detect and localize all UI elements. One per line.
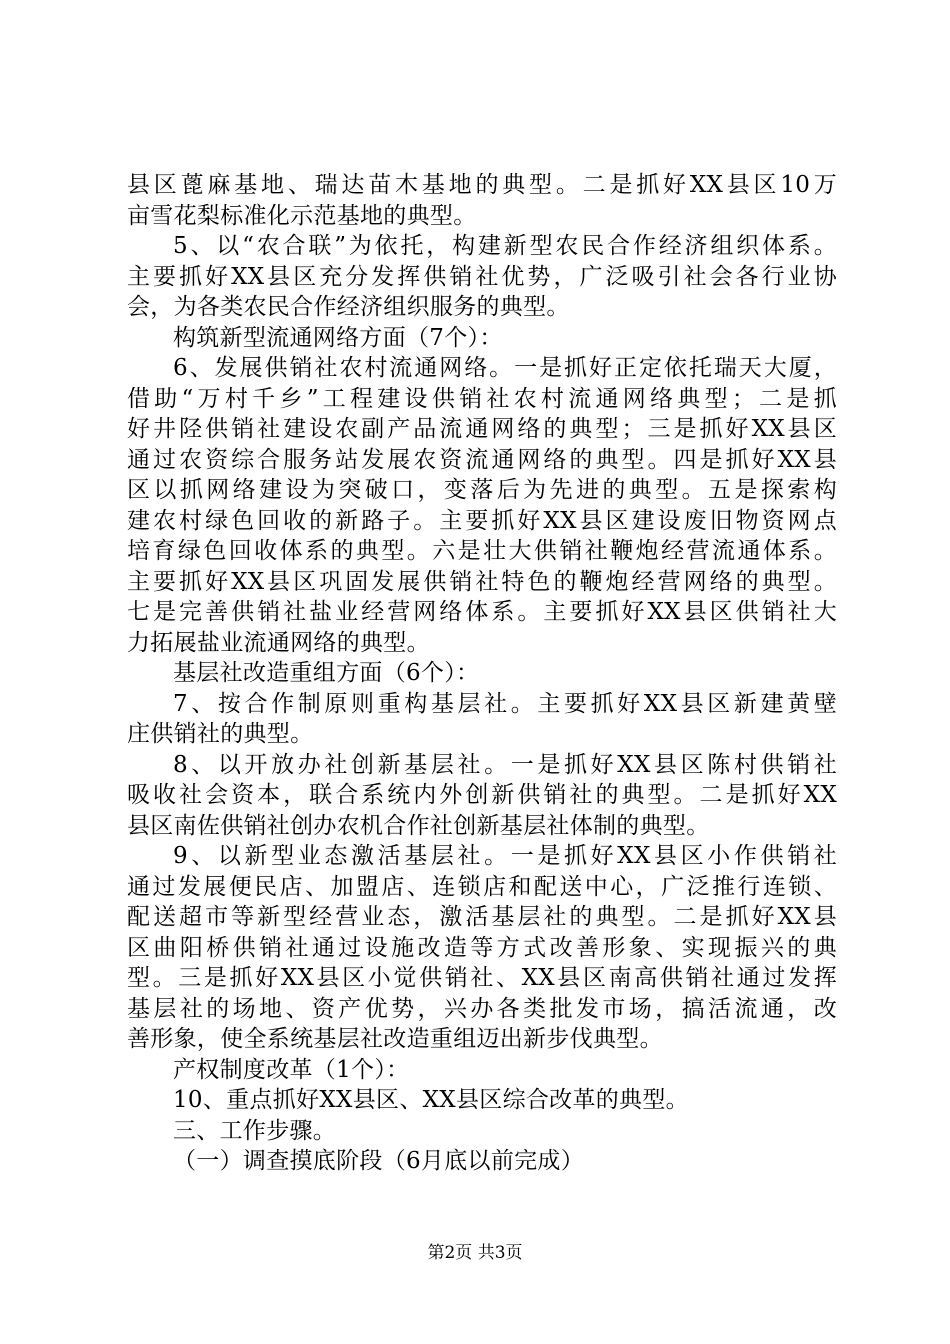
text-line: 善形象，使全系统基层社改造重组迈出新步伐典型。 (127, 1026, 663, 1052)
text-line: 型。三是抓好XX县区小觉供销社、XX县区南高供销社通过发挥 (127, 965, 837, 991)
text-line: 主要抓好XX县区充分发挥供销社优势，广泛吸引社会各行业协 (127, 263, 837, 290)
text-line: 力拓展盐业流通网络的典型。 (127, 629, 430, 656)
text-line: 建农村绿色回收的新路子。主要抓好XX县区建设废旧物资网点 (127, 507, 837, 534)
text-line: 基层社改造重组方面（6个）： (173, 660, 480, 686)
text-line: 10、重点抓好XX县区、XX县区综合改革的典型。 (173, 1087, 689, 1113)
text-line: 好井陉供销社建设农副产品流通网络的典型；三是抓好XX县区 (127, 416, 837, 442)
text-line: 通过农资综合服务站发展农资流通网络的典型。四是抓好XX县 (127, 446, 837, 473)
text-line: 产权制度改革（1个）： (173, 1056, 410, 1083)
text-line: 5、以“农合联”为依托，构建新型农民合作经济组织体系。 (173, 233, 837, 259)
text-line: 8、以开放办社创新基层社。一是抓好XX县区陈村供销社 (173, 751, 837, 778)
text-line: 县区蓖麻基地、瑞达苗木基地的典型。二是抓好XX县区10万 (127, 172, 837, 198)
text-line: 借助“万村千乡”工程建设供销社农村流通网络典型；二是抓 (127, 385, 837, 412)
text-line: 7、按合作制原则重构基层社。主要抓好XX县区新建黄壁 (173, 690, 837, 717)
text-line: 培育绿色回收体系的典型。六是壮大供销社鞭炮经营流通体系。 (127, 538, 837, 564)
text-line: 主要抓好XX县区巩固发展供销社特色的鞭炮经营网络的典型。 (127, 568, 837, 595)
text-line: 县区南佐供销社创办农机合作社创新基层社体制的典型。 (127, 812, 710, 839)
text-line: 9、以新型业态激活基层社。一是抓好XX县区小作供销社 (173, 843, 837, 869)
text-line: 配送超市等新型经营业态，激活基层社的典型。二是抓好XX县 (127, 904, 837, 930)
text-line: 庄供销社的典型。 (127, 721, 314, 747)
page-footer: 第2页 共3页 (427, 1243, 523, 1263)
text-line: 会，为各类农民合作经济组织服务的典型。 (127, 294, 570, 320)
text-line: 区以抓网络建设为突破口，变落后为先进的典型。五是探索构 (127, 477, 837, 503)
text-line: 区曲阳桥供销社通过设施改造等方式改善形象、实现振兴的典 (127, 934, 837, 961)
document-body (127, 170, 837, 1177)
text-line: 三、工作步骤。 (173, 1117, 337, 1144)
text-line: （一）调查摸底阶段（6月底以前完成） (173, 1148, 585, 1174)
text-line: 吸收社会资本，联合系统内外创新供销社的典型。二是抓好XX (127, 782, 837, 808)
text-line: 构筑新型流通网络方面（7个）： (173, 324, 503, 351)
text-line: 七是完善供销社盐业经营网络体系。主要抓好XX县区供销社大 (127, 599, 837, 625)
text-line: 亩雪花梨标准化示范基地的典型。 (127, 202, 477, 229)
text-line: 通过发展便民店、加盟店、连锁店和配送中心，广泛推行连锁、 (127, 873, 837, 900)
text-line: 6、发展供销社农村流通网络。一是抓好正定依托瑞天大厦， (173, 355, 837, 381)
text-line: 基层社的场地、资产优势，兴办各类批发市场，搞活流通，改 (127, 995, 837, 1022)
